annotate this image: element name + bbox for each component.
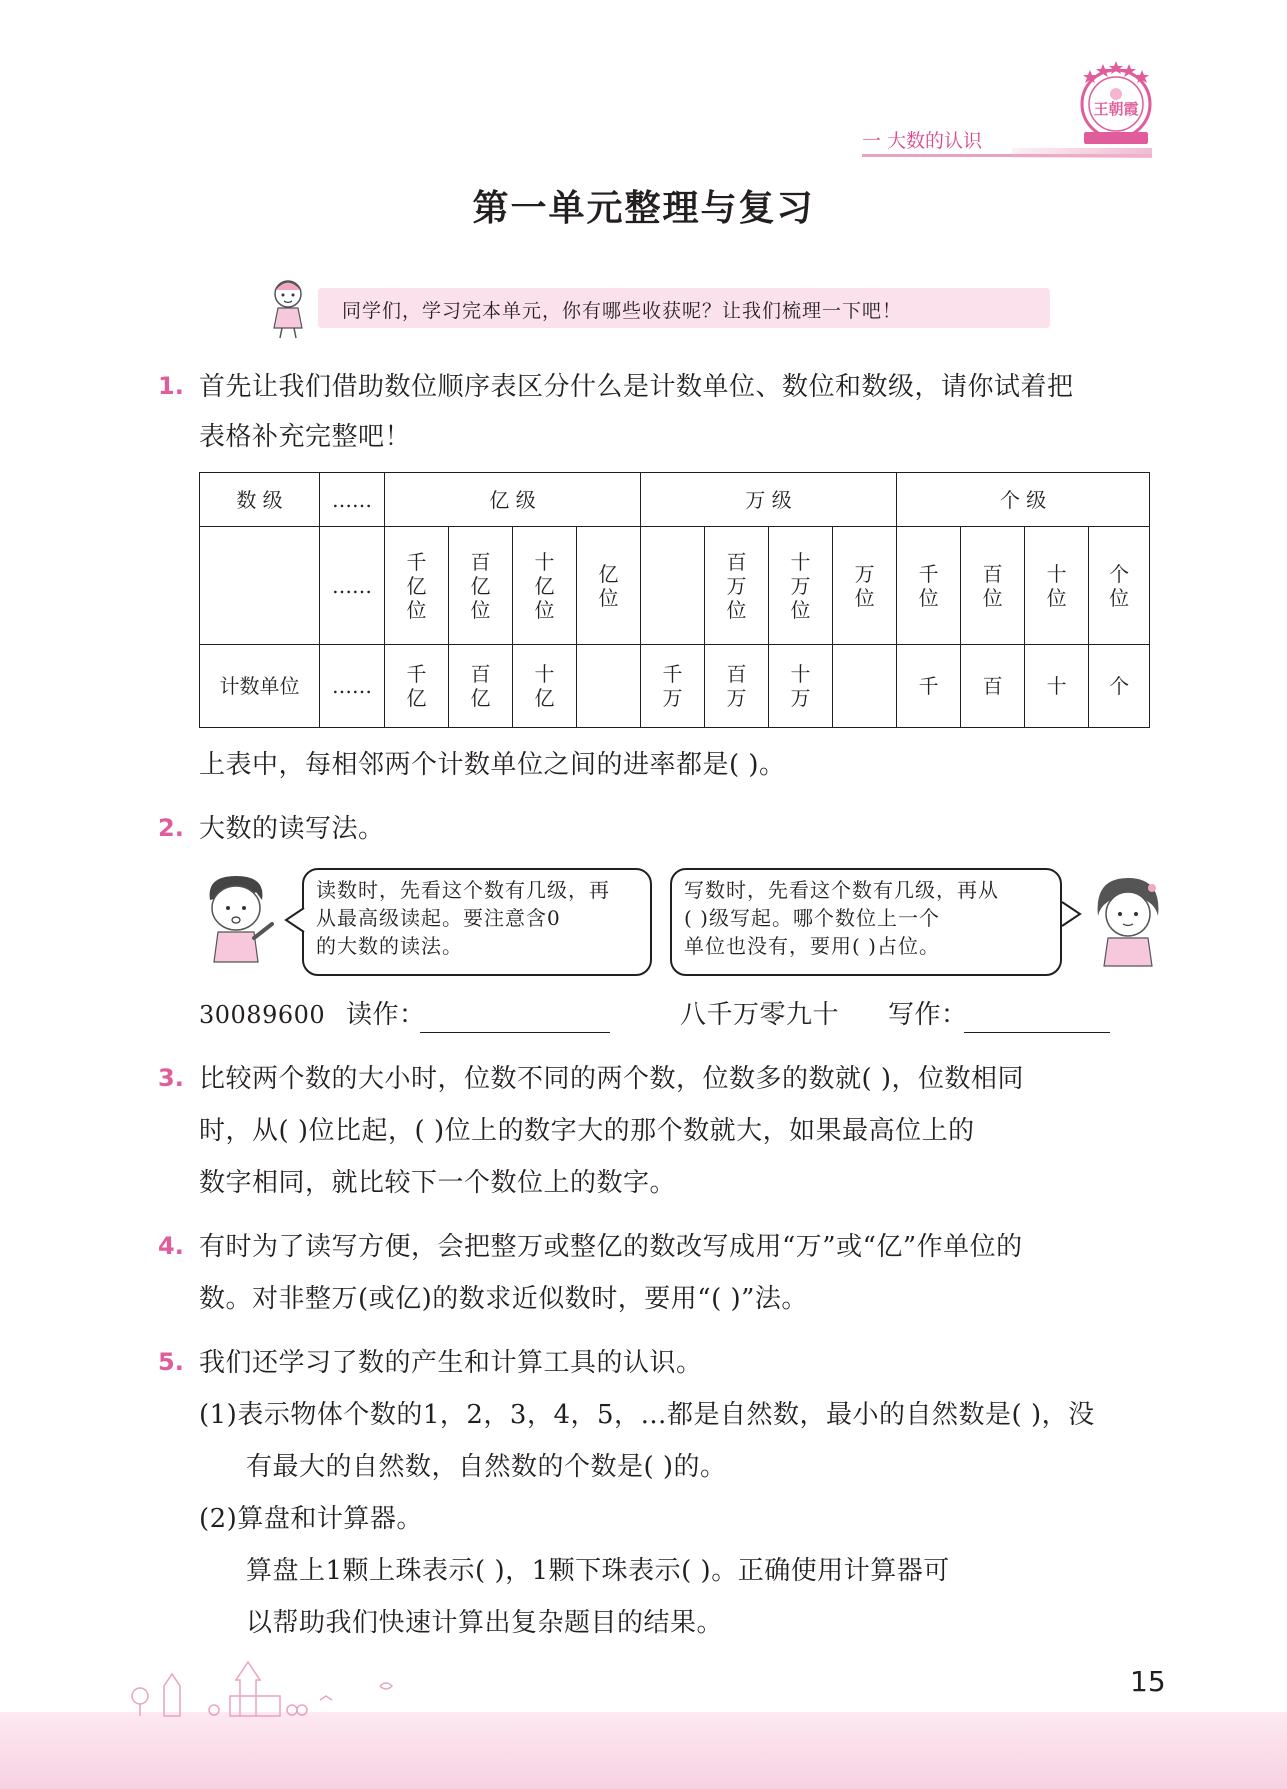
bubble-line: 读数时，先看这个数有几级，再 [316, 878, 610, 902]
girl-character-icon [1088, 872, 1168, 968]
write-label: 写作： [888, 1000, 968, 1030]
bubble-tail [284, 906, 306, 936]
table-cell: …… [320, 473, 385, 527]
question-5-sub2-line-1: 算盘上1颗上珠表示( )，1颗下珠表示( )。正确使用计算器可 [246, 1556, 950, 1586]
girl-mascot-icon [264, 276, 312, 340]
intro-text: 同学们，学习完本单元，你有哪些收获呢？让我们梳理一下吧！ [342, 300, 903, 322]
table-cell: 十亿位 [513, 527, 577, 645]
table-cell: 百亿 [449, 645, 513, 728]
question-1-line-2: 表格补充完整吧！ [199, 422, 412, 452]
table-cell: 百万 [705, 645, 769, 728]
read-label: 读作： [346, 1000, 426, 1030]
table-cell: 百位 [961, 527, 1025, 645]
write-answer-blank[interactable] [964, 1002, 1110, 1033]
question-1-number: 1. [158, 372, 184, 400]
table-cell: 万 级 [641, 473, 897, 527]
logo-seal-icon [1076, 58, 1156, 150]
question-5-number: 5. [158, 1348, 184, 1376]
page-title: 第一单元整理与复习 [472, 188, 815, 229]
table-cell-blank [200, 527, 320, 645]
question-1-after-text: 上表中，每相邻两个计数单位之间的进率都是( )。 [199, 750, 786, 780]
table-cell: 十万位 [769, 527, 833, 645]
table-cell: 个 [1089, 645, 1150, 728]
table-cell: 万位 [833, 527, 897, 645]
question-3-line-2: 时，从( )位比起，( )位上的数字大的那个数就大，如果最高位上的 [199, 1116, 975, 1146]
page-number: 15 [1130, 1665, 1166, 1698]
footer-band [0, 1712, 1287, 1789]
question-5-sub2-title: (2)算盘和计算器。 [199, 1504, 423, 1534]
read-answer-blank[interactable] [420, 1002, 610, 1033]
table-row-units [200, 645, 1150, 728]
table-row-digits [200, 527, 1150, 645]
table-cell: 个位 [1089, 527, 1150, 645]
table-cell: 十位 [1025, 527, 1089, 645]
table-cell: 数 级 [200, 473, 320, 527]
table-cell-blank [577, 645, 641, 728]
table-cell: 百万位 [705, 527, 769, 645]
table-cell-blank [833, 645, 897, 728]
question-5-sub2-line-2: 以帮助我们快速计算出复杂题目的结果。 [246, 1608, 724, 1638]
place-value-table [199, 472, 1150, 728]
table-row-level [200, 473, 1150, 527]
table-cell: 千亿 [385, 645, 449, 728]
bubble-line: 从最高级读起。要注意含0 [316, 906, 561, 930]
bubble-line: 单位也没有，要用( )占位。 [684, 934, 940, 958]
table-cell: 亿 级 [385, 473, 641, 527]
table-cell: …… [320, 645, 385, 728]
bubble-line: 写数时，先看这个数有几级，再从 [684, 878, 999, 902]
table-cell: 十 [1025, 645, 1089, 728]
table-cell: 十万 [769, 645, 833, 728]
bubble-tail [1060, 900, 1082, 930]
table-cell-blank [641, 527, 705, 645]
question-5-sub1-line-1: (1)表示物体个数的1，2，3，4，5，…都是自然数，最小的自然数是( )，没 [199, 1400, 1095, 1430]
svg-text:王朝霞: 王朝霞 [1093, 100, 1139, 118]
table-cell: 计数单位 [200, 645, 320, 728]
reading-tip-bubble [302, 868, 652, 976]
bubble-line: 的大数的读法。 [316, 934, 463, 958]
question-3-line-3: 数字相同，就比较下一个数位上的数字。 [199, 1168, 677, 1198]
boy-character-icon [196, 870, 278, 966]
question-4-line-1: 有时为了读写方便，会把整万或整亿的数改写成用“万”或“亿”作单位的 [199, 1232, 1023, 1262]
table-cell: 百亿位 [449, 527, 513, 645]
table-cell: 千 [897, 645, 961, 728]
castle-decoration-icon [120, 1640, 540, 1720]
question-3-line-1: 比较两个数的大小时，位数不同的两个数，位数多的数就( )，位数相同 [199, 1064, 1025, 1094]
table-cell: …… [320, 527, 385, 645]
writing-tip-bubble [670, 868, 1062, 976]
question-4-line-2: 数。对非整万(或亿)的数求近似数时，要用“( )”法。 [199, 1284, 808, 1314]
table-cell: 千万 [641, 645, 705, 728]
question-2-text: 大数的读写法。 [199, 814, 385, 844]
question-3-number: 3. [158, 1064, 184, 1092]
chapter-tag-text: 一 大数的认识 [862, 130, 983, 152]
intro-banner [318, 288, 1050, 328]
table-cell: 百 [961, 645, 1025, 728]
question-5-sub1-line-2: 有最大的自然数，自然数的个数是( )的。 [246, 1452, 727, 1482]
table-cell: 个 级 [897, 473, 1150, 527]
question-1-line-1: 首先让我们借助数位顺序表区分什么是计数单位、数位和数级，请你试着把 [199, 372, 1074, 402]
bubble-line: ( )级写起。哪个数位上一个 [684, 906, 940, 930]
write-words: 八千万零九十 [680, 1000, 840, 1030]
table-cell: 千亿位 [385, 527, 449, 645]
question-2-number: 2. [158, 814, 184, 842]
question-5-text: 我们还学习了数的产生和计算工具的认识。 [199, 1348, 703, 1378]
question-4-number: 4. [158, 1232, 184, 1260]
table-cell: 千位 [897, 527, 961, 645]
table-cell: 十亿 [513, 645, 577, 728]
table-cell: 亿位 [577, 527, 641, 645]
read-number: 30089600 [199, 1001, 326, 1029]
